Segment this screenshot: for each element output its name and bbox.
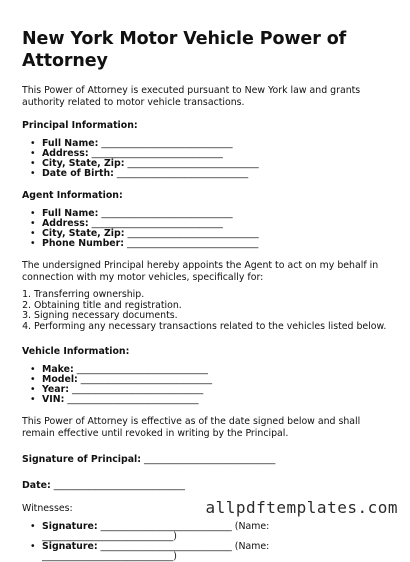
- blank-line: ____________________________: [91, 218, 223, 229]
- principal-full-name: • Full Name: ____________________________: [30, 139, 392, 149]
- principal-address: • Address: ____________________________: [30, 149, 392, 159]
- blank-line: ____________________________: [144, 454, 276, 465]
- blank-line: ____________________________: [116, 168, 249, 179]
- appointment-paragraph: The undersigned Principal hereby appoints the Agent to act on my behalf in connection with my motor vehicles, specifically for:: [22, 260, 379, 283]
- document-page: [22, 0, 392, 562]
- blank-line: ____________________________: [80, 374, 213, 385]
- blank-line: ____________________________: [91, 148, 223, 159]
- intro-paragraph: This Power of Attorney is executed pursuant to New York law and grants authority related to motor vehicle transactions.: [22, 85, 361, 108]
- agent-heading: Agent Information:: [22, 190, 123, 201]
- blank-line: ____________________________: [53, 480, 185, 491]
- blank-line: ____________________________: [127, 238, 259, 249]
- principal-city-state-zip: • City, State, Zip: ____________________________: [30, 159, 392, 169]
- vehicle-heading: Vehicle Information:: [22, 346, 130, 357]
- blank-line: ____________________________: [100, 541, 232, 552]
- agent-phone-number: • Phone Number: ____________________________: [30, 239, 392, 249]
- blank-line: ____________________________: [42, 551, 174, 562]
- blank-line: ____________________________: [71, 384, 204, 395]
- power-item: 2. Obtaining title and registration.: [34, 301, 392, 312]
- blank-line: ____________________________: [101, 208, 233, 219]
- vehicle-vin: • VIN: ____________________________: [30, 395, 392, 405]
- blank-line: ____________________________: [101, 138, 233, 149]
- vehicle-year: • Year: ____________________________: [30, 385, 392, 395]
- witness-list: [22, 522, 392, 562]
- vehicle-model: • Model: ____________________________: [30, 375, 392, 385]
- principal-fields: [22, 139, 392, 179]
- witness-signature: • Signature: ____________________________ (Name: ____________________________): [30, 522, 392, 542]
- power-item: 1. Transferring ownership.: [34, 290, 392, 301]
- agent-address: • Address: ____________________________: [30, 219, 392, 229]
- watermark: allpdftemplates.com: [205, 498, 398, 517]
- vehicle-make: • Make: ____________________________: [30, 365, 392, 375]
- document-title: New York Motor Vehicle Power of Attorney: [22, 29, 347, 71]
- principal-signature: Signature of Principal: ____________________________: [22, 454, 276, 465]
- agent-full-name: • Full Name: ____________________________: [30, 209, 392, 219]
- blank-line: ____________________________: [76, 364, 208, 375]
- blank-line: ____________________________: [127, 158, 259, 169]
- signature-date: Date: ____________________________: [22, 480, 185, 491]
- powers-list: [22, 290, 392, 332]
- principal-heading: Principal Information:: [22, 120, 138, 131]
- witnesses-label: Witnesses:: [22, 503, 73, 514]
- principal-date-of-birth: • Date of Birth: ____________________________: [30, 169, 392, 179]
- power-item: 3. Signing necessary documents.: [34, 311, 392, 322]
- blank-line: ____________________________: [100, 521, 232, 532]
- blank-line: ____________________________: [42, 531, 174, 542]
- blank-line: ____________________________: [67, 394, 199, 405]
- power-item: 4. Performing any necessary transactions related to the vehicles listed below.: [34, 322, 392, 333]
- effective-paragraph: This Power of Attorney is effective as of the date signed below and shall remain effective until revoked in writing by the Principal.: [22, 416, 361, 439]
- witness-signature: • Signature: ____________________________ (Name: ____________________________): [30, 542, 392, 562]
- vehicle-fields: [22, 365, 392, 405]
- agent-fields: [22, 209, 392, 249]
- blank-line: ____________________________: [127, 228, 259, 239]
- agent-city-state-zip: • City, State, Zip: ____________________________: [30, 229, 392, 239]
